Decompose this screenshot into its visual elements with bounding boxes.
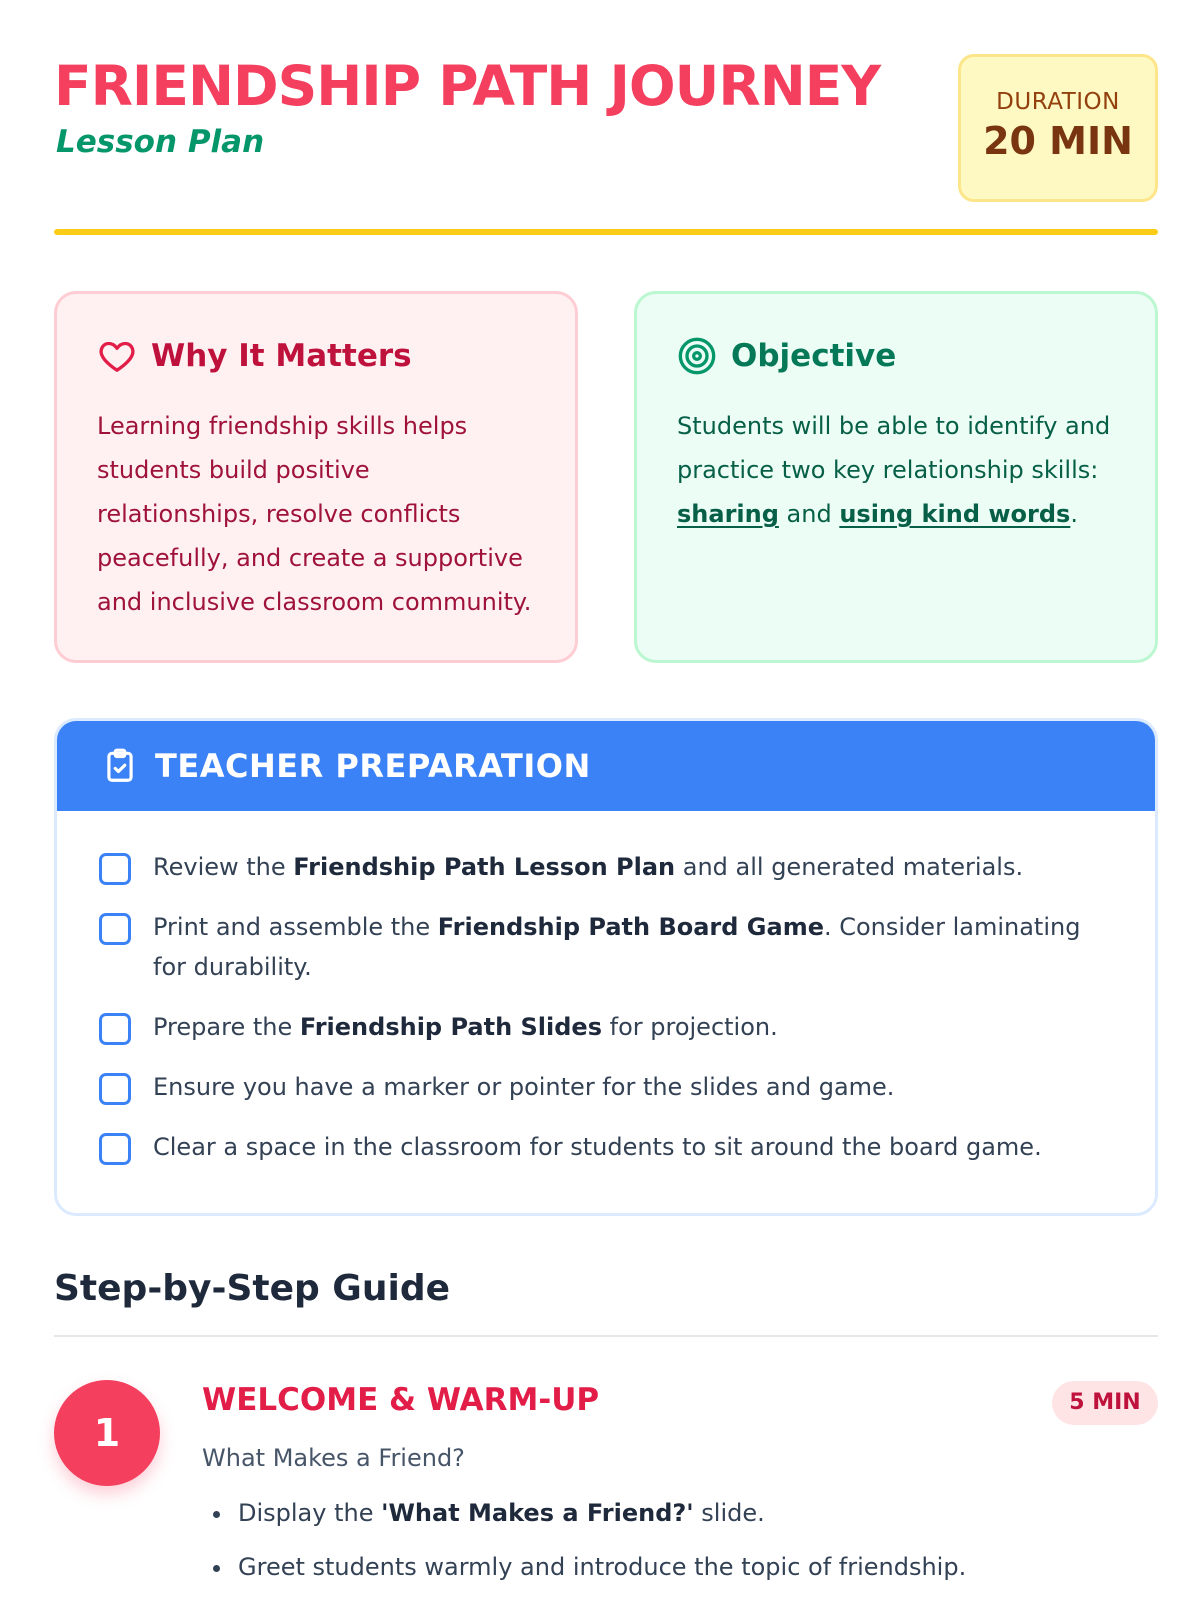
checklist-item [99, 1127, 1111, 1167]
objective-card-title: Objective [731, 338, 897, 374]
lesson-plan-page [54, 0, 1158, 1581]
checklist-checkbox[interactable] [99, 1013, 131, 1045]
objective-card-header [677, 334, 1115, 378]
checklist-text-part: and all generated materials. [675, 853, 1024, 881]
why-card-text: Learning friendship skills helps students build positive relationships, resolve conflicts peacefully, and create a supportive and inclusive classroom community. [97, 412, 532, 616]
why-it-matters-card [54, 291, 578, 663]
checklist-item [99, 847, 1111, 887]
teacher-preparation-header [57, 721, 1155, 811]
checklist-text-part: for projection. [602, 1013, 778, 1041]
checklist-item [99, 907, 1111, 987]
checklist-text-part: Review the [153, 853, 294, 881]
objective-text-end: . [1070, 500, 1078, 528]
preparation-checklist [57, 811, 1155, 1167]
objective-card-text [677, 404, 1115, 536]
checklist-item [99, 1007, 1111, 1047]
skill-kind-words: using kind words [839, 500, 1071, 528]
teacher-preparation-title: TEACHER PREPARATION [155, 747, 591, 785]
duration-value: 20 MIN [983, 119, 1133, 163]
checklist-text-part: . Consider laminating for durability. [153, 913, 1081, 981]
checklist-text-bold: Friendship Path Board Game [437, 913, 824, 941]
checklist-text-part: Ensure you have a marker or pointer for the slides and game. [153, 1073, 895, 1101]
target-icon [677, 336, 717, 376]
checklist-checkbox[interactable] [99, 913, 131, 945]
checklist-checkbox[interactable] [99, 1073, 131, 1105]
duration-badge [958, 54, 1158, 202]
step-bullet-text: Greet students warmly and introduce the topic of friendship. [238, 1553, 967, 1581]
step-bullet-list [234, 1496, 1134, 1600]
checklist-text-part: Prepare the [153, 1013, 300, 1041]
clipboard-check-icon [101, 746, 139, 786]
step-subtitle: What Makes a Friend? [202, 1444, 465, 1472]
checklist-checkbox[interactable] [99, 853, 131, 885]
why-card-title: Why It Matters [151, 338, 412, 374]
checklist-item [99, 1067, 1111, 1107]
step-bullet-text: Display the [238, 1499, 382, 1527]
step-bullet-bold: 'What Makes a Friend?' [381, 1499, 694, 1527]
objective-text-intro: Students will be able to identify and practice two key relationship skills: [677, 412, 1111, 484]
checklist-text [153, 1067, 894, 1107]
checklist-text [153, 1007, 778, 1047]
why-card-header [97, 334, 535, 378]
teacher-preparation-panel [54, 718, 1158, 1216]
header [54, 0, 1158, 232]
objective-text-and: and [778, 500, 840, 528]
page-title: FRIENDSHIP PATH JOURNEY [54, 54, 881, 118]
step-bullet [234, 1550, 1134, 1584]
heart-icon [97, 336, 137, 376]
checklist-text-part: Clear a space in the classroom for students to sit around the board game. [153, 1133, 1042, 1161]
checklist-text [153, 907, 1111, 987]
info-cards [54, 291, 1158, 663]
step-title: WELCOME & WARM-UP [202, 1382, 600, 1418]
step-guide-divider [54, 1335, 1158, 1337]
step-bullet-text: slide. [693, 1499, 765, 1527]
step-bullet [234, 1496, 1134, 1530]
checklist-text [153, 847, 1023, 887]
checklist-text-part: Print and assemble the [153, 913, 438, 941]
checklist-text-bold: Friendship Path Lesson Plan [293, 853, 676, 881]
page-subtitle: Lesson Plan [56, 124, 265, 160]
step-number-badge: 1 [54, 1380, 160, 1486]
header-divider [54, 229, 1158, 235]
checklist-text [153, 1127, 1042, 1167]
step-time-badge: 5 MIN [1052, 1381, 1158, 1425]
skill-sharing: sharing [677, 500, 779, 528]
step-guide-title: Step-by-Step Guide [54, 1268, 450, 1309]
duration-label: DURATION [996, 89, 1120, 115]
objective-card [634, 291, 1158, 663]
checklist-text-bold: Friendship Path Slides [299, 1013, 602, 1041]
checklist-checkbox[interactable] [99, 1133, 131, 1165]
